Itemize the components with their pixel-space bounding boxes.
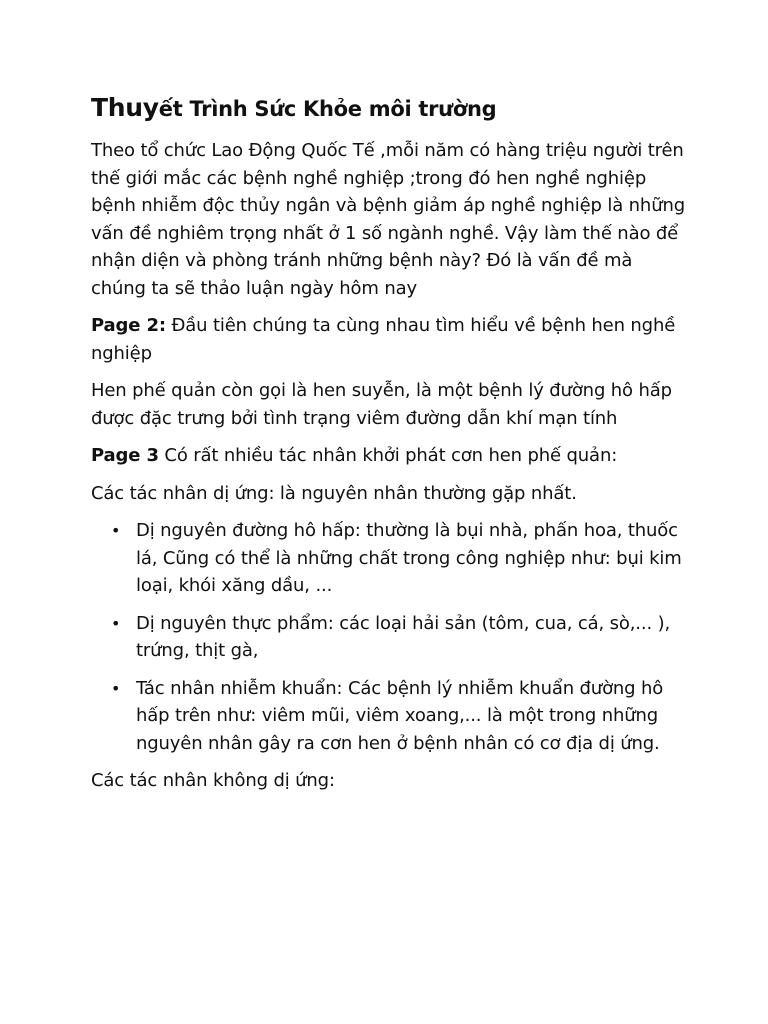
page3-paragraph bbox=[91, 442, 691, 470]
title-lead: Thuy bbox=[91, 93, 159, 122]
allergic-agents-heading: Các tác nhân dị ứng: là nguyên nhân thường gặp nhất. bbox=[91, 482, 577, 504]
document-page bbox=[91, 88, 691, 805]
bullet-icon: • bbox=[111, 613, 121, 633]
non-allergic-agents-heading: Các tác nhân không dị ứng: bbox=[91, 770, 335, 791]
list-item-text: Dị nguyên đường hô hấp: thường là bụi nhà, phấn hoa, thuốc lá, Cũng có thể là những chất trong công nghiệp như: bụi kim loại, khói xăng dầu, ... bbox=[136, 520, 682, 596]
allergic-agents-list bbox=[91, 517, 691, 757]
list-item bbox=[91, 610, 691, 665]
title-rest: ết Trình Sức Khỏe môi trường bbox=[158, 97, 497, 121]
list-item bbox=[91, 517, 691, 600]
bullet-icon: • bbox=[111, 521, 121, 540]
list-item-text: Dị nguyên thực phẩm: các loại hải sản (tôm, cua, cá, sò,... ), trứng, thịt gà, bbox=[136, 612, 671, 661]
bullet-icon: • bbox=[111, 678, 121, 698]
page2-label: Page 2: bbox=[91, 315, 166, 336]
page2-paragraph bbox=[91, 312, 691, 367]
list-item bbox=[91, 675, 691, 758]
page3-label: Page 3 bbox=[91, 445, 159, 466]
intro-paragraph: Theo tổ chức Lao Động Quốc Tế ,mỗi năm có hàng triệu người trên thế giới mắc các bệnh nghề nghiệp ;trong đó hen nghề nghiệp bệnh nhiễm độc thủy ngân và bệnh giảm áp nghề nghiệp là những vấn đề nghiêm trọng nhất ở 1 số ngành nghề. Vậy làm thế nào để nhận diện và phòng tránh những bệnh này? Đó là vấn đề mà chúng ta sẽ thảo luận ngày hôm nay bbox=[91, 140, 685, 299]
asthma-definition-paragraph: Hen phế quản còn gọi là hen suyễn, là một bệnh lý đường hô hấp được đặc trưng bởi tình trạng viêm đường dẫn khí mạn tính bbox=[91, 380, 672, 429]
document-title bbox=[91, 88, 691, 129]
page3-text: Có rất nhiều tác nhân khởi phát cơn hen phế quản: bbox=[158, 445, 618, 466]
page2-text: Đầu tiên chúng ta cùng nhau tìm hiểu về bệnh hen nghề nghiệp bbox=[91, 315, 676, 364]
list-item-text: Tác nhân nhiễm khuẩn: Các bệnh lý nhiễm khuẩn đường hô hấp trên như: viêm mũi, viêm xoang,... là một trong những nguyên nhân gây ra cơn hen ở bệnh nhân có cơ địa dị ứng. bbox=[136, 677, 664, 754]
